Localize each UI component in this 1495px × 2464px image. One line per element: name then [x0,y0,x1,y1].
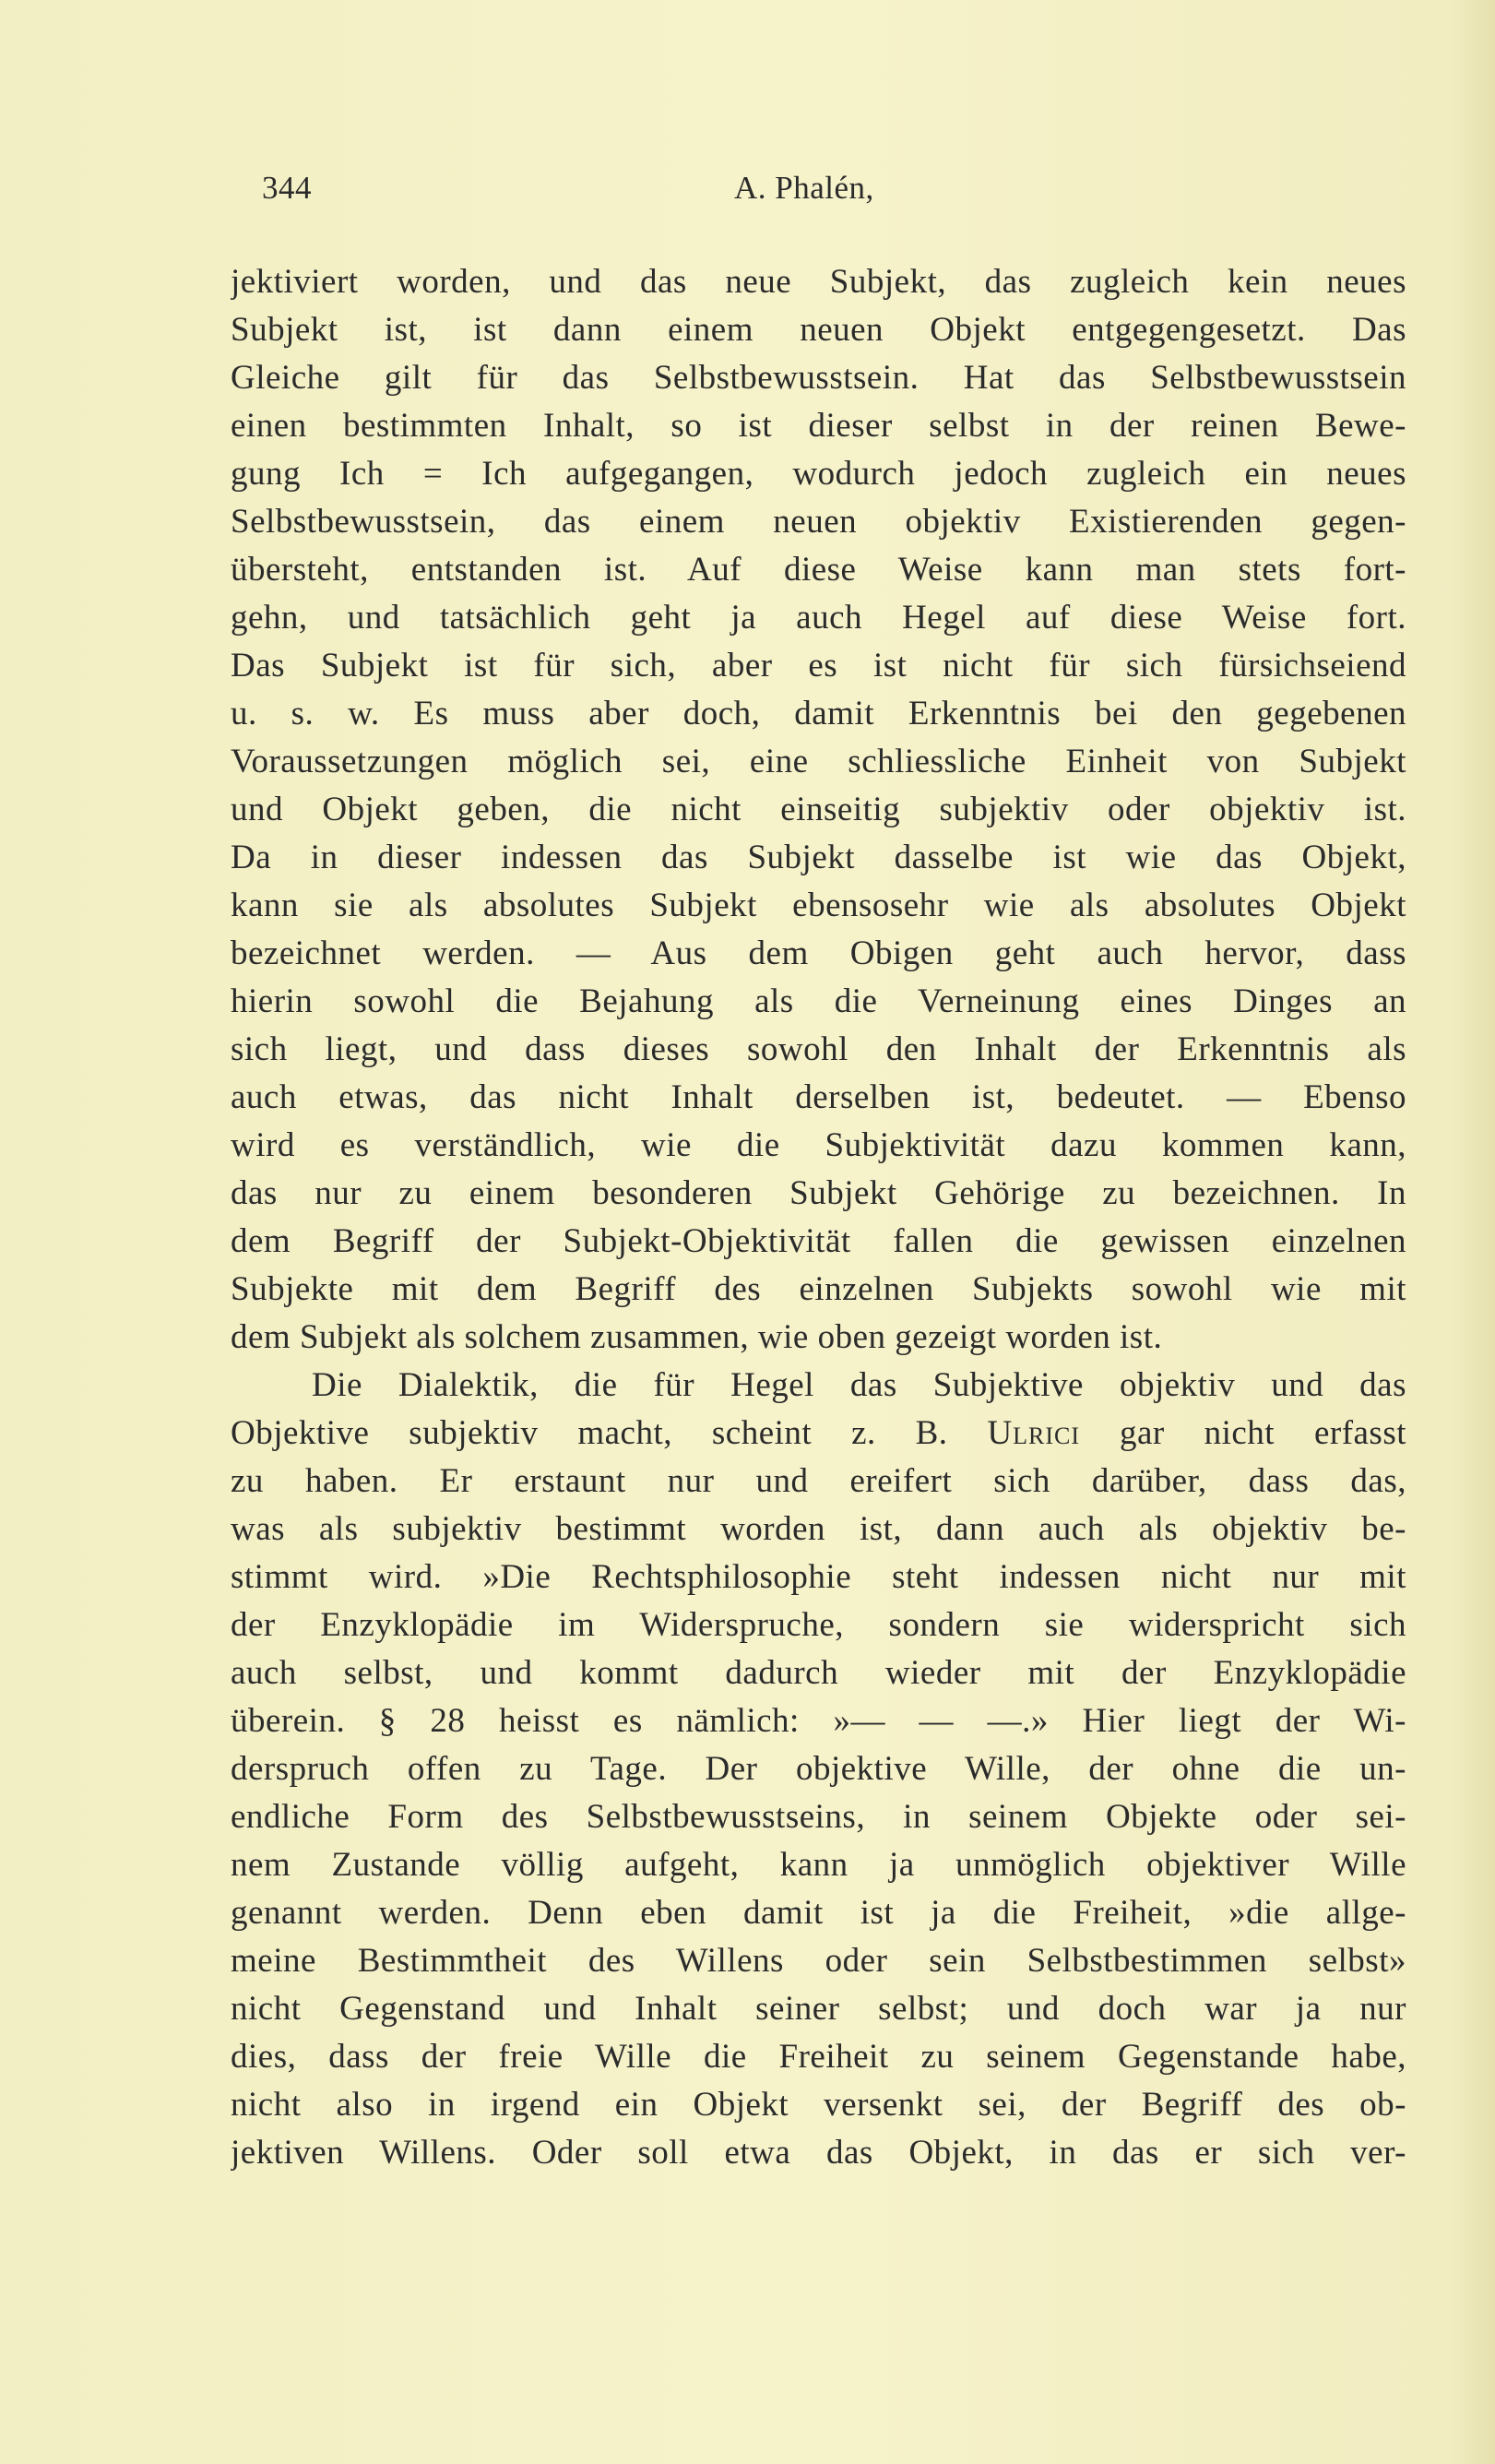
text-line: sich liegt, und dass dieses sowohl den Inhalt der Erkenntnis als [231,1030,1406,1068]
text-segment: gar nicht erfasst [1119,1414,1406,1452]
text-segment: Objektive subjektiv macht, scheint z. B. [231,1414,948,1452]
text-line: genannt werden. Denn eben damit ist ja die Freiheit, »die allge- [231,1894,1406,1932]
text-line: der Enzyklopädie im Widerspruche, sondern sie widerspricht sich [231,1606,1406,1644]
page-edge-shadow [1453,0,1495,2464]
text-line: stimmt wird. »Die Rechtsphilosophie steht indessen nicht nur mit [231,1558,1406,1596]
text-line: auch etwas, das nicht Inhalt derselben ist, bedeutet. — Ebenso [231,1078,1406,1116]
text-line: Gleiche gilt für das Selbstbewusstsein. Hat das Selbstbewusstsein [231,359,1406,397]
text-line: gehn, und tatsächlich geht ja auch Hegel auf diese Weise fort. [231,599,1406,637]
text-line: endliche Form des Selbstbewusstseins, in seinem Objekte oder sei- [231,1798,1406,1836]
text-line: einen bestimmten Inhalt, so ist dieser selbst in der reinen Bewe- [231,407,1406,445]
text-line: Die Dialektik, die für Hegel das Subjektive objektiv und das [312,1366,1406,1404]
text-line: zu haben. Er erstaunt nur und ereifert sich darüber, dass das, [231,1462,1406,1500]
text-line: jektiven Willens. Oder soll etwa das Objekt, in das er sich ver- [231,2134,1406,2172]
text-line: Subjekt ist, ist dann einem neuen Objekt entgegengesetzt. Das [231,311,1406,349]
page-number: 344 [262,170,312,206]
text-line: auch selbst, und kommt dadurch wieder mit der Enzyklopädie [231,1654,1406,1692]
text-line: überein. § 28 heisst es nämlich: »— — —.» Hier liegt der Wi- [231,1702,1406,1740]
text-line: Voraussetzungen möglich sei, eine schliessliche Einheit von Subjekt [231,743,1406,780]
text-line: Das Subjekt ist für sich, aber es ist nicht für sich fürsichseiend [231,647,1406,684]
text-line: nicht Gegenstand und Inhalt seiner selbst; und doch war ja nur [231,1990,1406,2028]
text-line: Subjekte mit dem Begriff des einzelnen Subjekts sowohl wie mit [231,1270,1406,1308]
text-line: jektiviert worden, und das neue Subjekt, das zugleich kein neues [231,263,1406,301]
text-line-with-smallcaps [231,1410,1406,1458]
text-line: und Objekt geben, die nicht einseitig subjektiv oder objektiv ist. [231,791,1406,828]
text-line: Selbstbewusstsein, das einem neuen objektiv Existierenden gegen- [231,503,1406,541]
text-line: bezeichnet werden. — Aus dem Obigen geht auch hervor, dass [231,934,1406,972]
text-line: kann sie als absolutes Subjekt ebensosehr wie als absolutes Objekt [231,887,1406,924]
text-line: meine Bestimmtheit des Willens oder sein Selbstbestimmen selbst» [231,1942,1406,1980]
text-line: hierin sowohl die Bejahung als die Verneinung eines Dinges an [231,982,1406,1020]
text-line: nicht also in irgend ein Objekt versenkt sei, der Begriff des ob- [231,2086,1406,2124]
text-line: nem Zustande völlig aufgeht, kann ja unmöglich objektiver Wille [231,1846,1406,1884]
text-line: wird es verständlich, wie die Subjektivität dazu kommen kann, [231,1126,1406,1164]
text-line: übersteht, entstanden ist. Auf diese Weise kann man stets fort- [231,551,1406,589]
text-line: dies, dass der freie Wille die Freiheit zu seinem Gegenstande habe, [231,2038,1406,2076]
text-line: u. s. w. Es muss aber doch, damit Erkenntnis bei den gegebenen [231,695,1406,732]
running-head: A. Phalén, [734,170,874,206]
page-header [0,170,1495,221]
text-line: dem Begriff der Subjekt-Objektivität fallen die gewissen einzelnen [231,1222,1406,1260]
text-line: gung Ich = Ich aufgegangen, wodurch jedoch zugleich ein neues [231,455,1406,493]
body-text [231,258,1406,2177]
text-line: was als subjektiv bestimmt worden ist, dann auch als objektiv be- [231,1510,1406,1548]
text-line: derspruch offen zu Tage. Der objektive Wille, der ohne die un- [231,1750,1406,1788]
author-name-smallcaps: Ulrici [987,1414,1081,1452]
text-line: Da in dieser indessen das Subjekt dasselbe ist wie das Objekt, [231,839,1406,876]
text-line: dem Subjekt als solchem zusammen, wie oben gezeigt worden ist. [231,1318,1163,1356]
text-line: das nur zu einem besonderen Subjekt Gehörige zu bezeichnen. In [231,1174,1406,1212]
